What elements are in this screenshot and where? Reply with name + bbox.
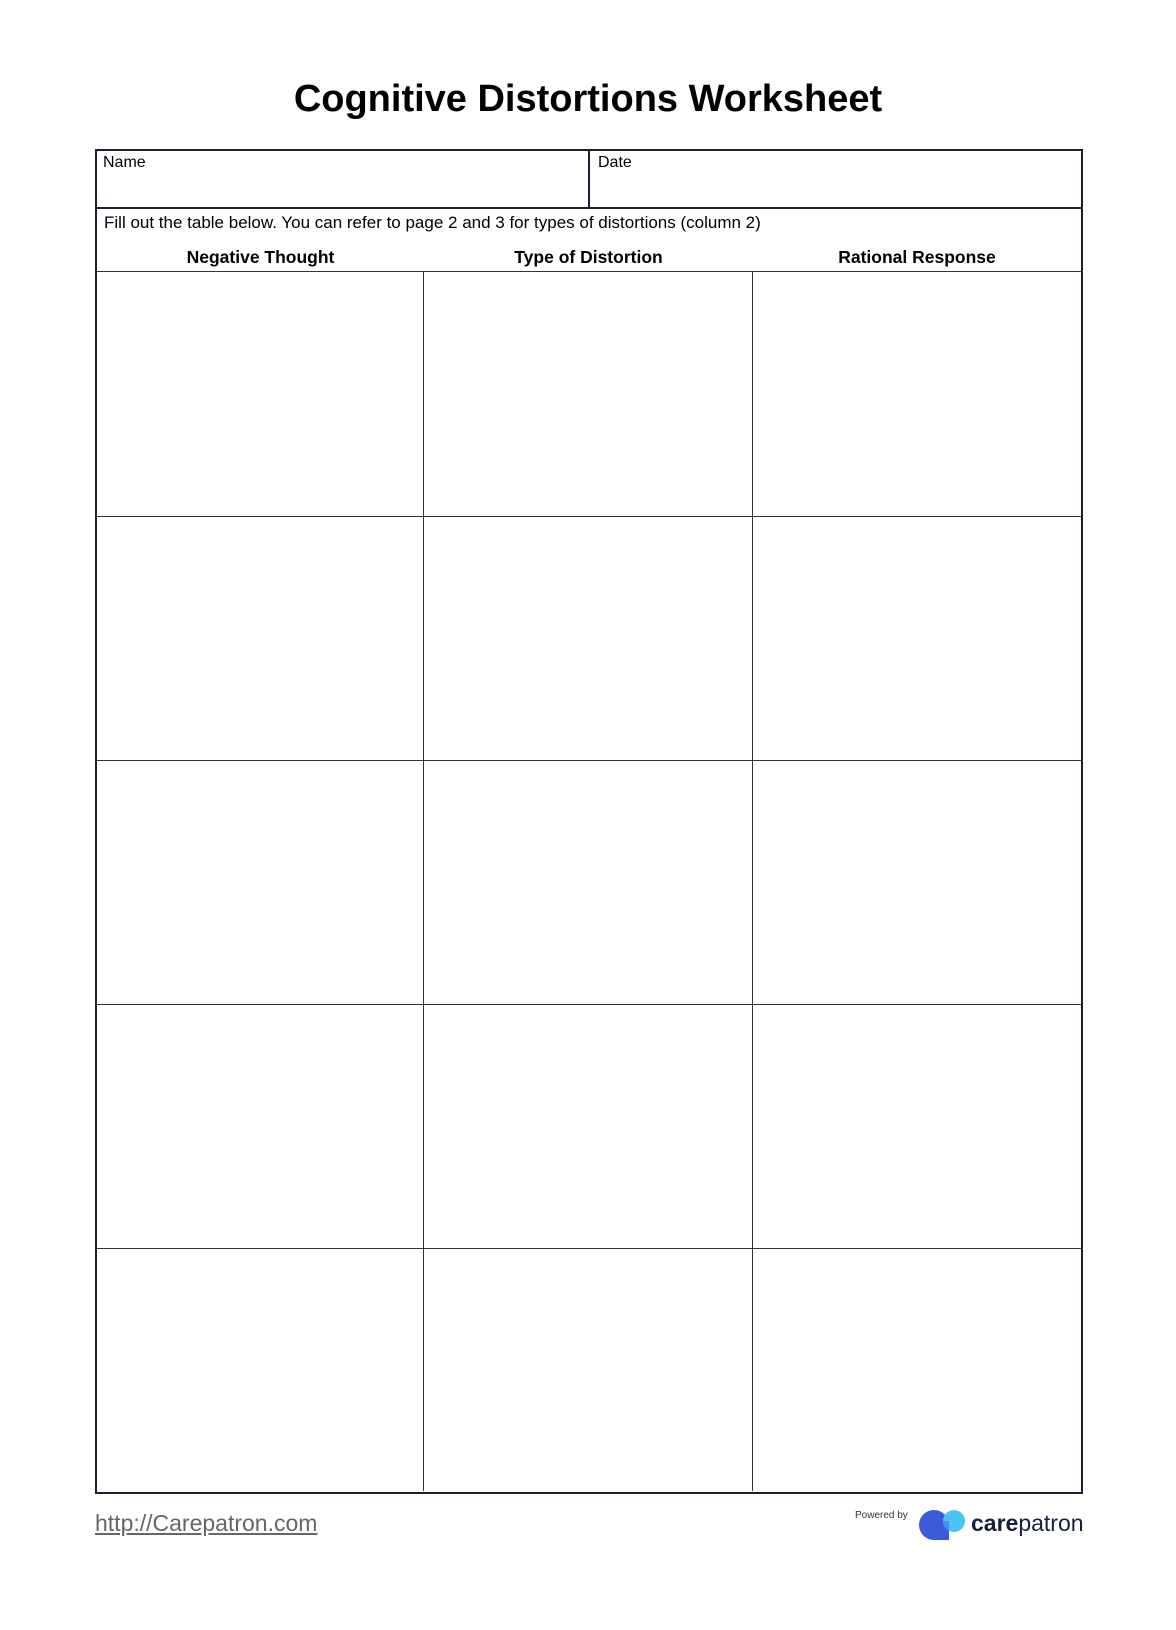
type-of-distortion-cell[interactable] bbox=[424, 1005, 753, 1249]
type-of-distortion-cell[interactable] bbox=[424, 761, 753, 1005]
rational-response-cell[interactable] bbox=[753, 1005, 1081, 1249]
table-row bbox=[97, 760, 1081, 1005]
name-date-row bbox=[97, 151, 1081, 209]
carepatron-wordmark bbox=[971, 1510, 1084, 1537]
response-grid bbox=[97, 271, 1081, 1492]
date-label: Date bbox=[598, 154, 632, 171]
column-header-negative-thought: Negative Thought bbox=[186, 247, 335, 267]
negative-thought-cell[interactable] bbox=[97, 761, 424, 1005]
type-of-distortion-cell[interactable] bbox=[424, 1249, 753, 1491]
instructions-text: Fill out the table below. You can refer to page 2 and 3 for types of distortions (column 2) bbox=[104, 213, 761, 232]
rational-response-cell[interactable] bbox=[753, 1249, 1081, 1491]
carepatron-link[interactable]: http://Carepatron.com bbox=[95, 1510, 318, 1536]
rational-response-cell[interactable] bbox=[753, 272, 1081, 517]
table-row bbox=[97, 516, 1081, 761]
table-row bbox=[97, 1248, 1081, 1491]
date-field[interactable] bbox=[590, 151, 1081, 207]
table-row bbox=[97, 272, 1081, 517]
brand-regular-text: patron bbox=[1018, 1510, 1084, 1536]
page-title: Cognitive Distortions Worksheet bbox=[293, 78, 883, 120]
negative-thought-cell[interactable] bbox=[97, 517, 424, 761]
type-of-distortion-cell[interactable] bbox=[424, 272, 753, 517]
brand-bold-text: care bbox=[971, 1510, 1019, 1536]
negative-thought-cell[interactable] bbox=[97, 1249, 424, 1491]
column-header-type-of-distortion: Type of Distortion bbox=[514, 247, 663, 267]
name-label: Name bbox=[103, 154, 146, 171]
table-row bbox=[97, 1004, 1081, 1249]
powered-by-label: Powered by bbox=[855, 1510, 908, 1521]
type-of-distortion-cell[interactable] bbox=[424, 517, 753, 761]
negative-thought-cell[interactable] bbox=[97, 1005, 424, 1249]
rational-response-cell[interactable] bbox=[753, 517, 1081, 761]
column-header-rational-response: Rational Response bbox=[838, 247, 996, 267]
negative-thought-cell[interactable] bbox=[97, 272, 424, 517]
rational-response-cell[interactable] bbox=[753, 761, 1081, 1005]
name-field[interactable] bbox=[97, 151, 590, 207]
worksheet-table bbox=[95, 149, 1083, 1494]
